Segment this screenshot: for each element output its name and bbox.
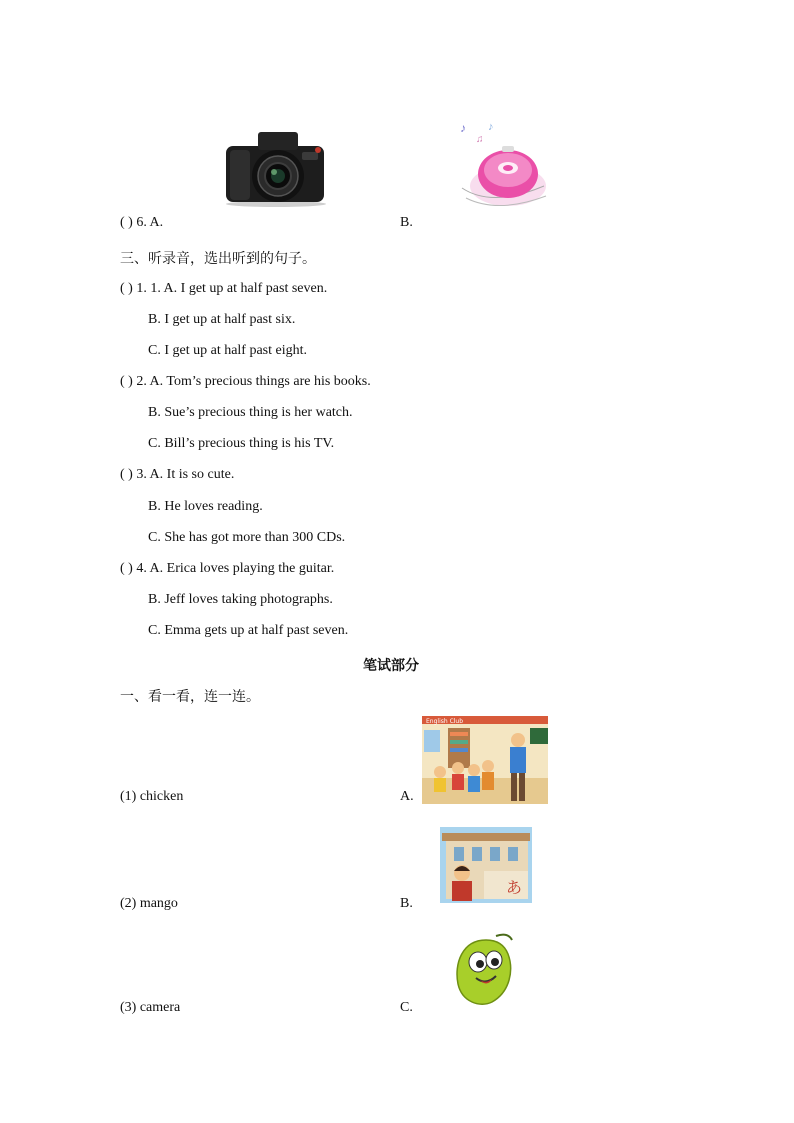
question-3-head: ( ) 3. A. It is so cute.: [120, 467, 235, 482]
svg-text:English Club: English Club: [426, 718, 464, 725]
svg-text:♪: ♪: [488, 121, 494, 133]
match-left-2: (2) mango: [120, 896, 178, 911]
question-1-option-c: C. I get up at half past eight.: [148, 343, 308, 358]
match-right-c: C.: [400, 1000, 413, 1015]
question-6-option-b: B.: [400, 215, 413, 230]
question-3-option-b: B. He loves reading.: [148, 499, 263, 514]
written-section-1-title: 一、看一看，连一连。: [120, 689, 260, 705]
mango-cartoon-image: [452, 930, 520, 1010]
camera-image: [222, 128, 330, 208]
question-2-option-c: C. Bill’s precious thing is his TV.: [148, 436, 335, 451]
question-4-head: ( ) 4. A. Erica loves playing the guitar.: [120, 561, 335, 576]
question-4-option-c: C. Emma gets up at half past seven.: [148, 623, 349, 638]
question-6-line: ( ) 6. A.: [120, 215, 164, 230]
svg-text:♫: ♫: [476, 134, 484, 145]
match-right-b: B.: [400, 896, 413, 911]
boy-building-image: [440, 827, 532, 903]
classroom-scene-image: [422, 716, 548, 804]
question-1-head: ( ) 1. 1. A. I get up at half past seven.: [120, 281, 328, 296]
written-heading: 笔试部分: [363, 658, 419, 674]
question-4-option-b: B. Jeff loves taking photographs.: [148, 592, 333, 607]
section-3-title: 三、听录音，选出听到的句子。: [120, 251, 316, 267]
question-3-option-c: C. She has got more than 300 CDs.: [148, 530, 346, 545]
question-2-head: ( ) 2. A. Tom’s precious things are his books.: [120, 374, 371, 389]
match-right-a: A.: [400, 789, 414, 804]
question-2-option-b: B. Sue’s precious thing is her watch.: [148, 405, 353, 420]
question-1-option-b: B. I get up at half past six.: [148, 312, 296, 327]
match-left-1: (1) chicken: [120, 789, 184, 804]
match-left-3: (3) camera: [120, 1000, 181, 1015]
music-player-image: [452, 118, 552, 218]
svg-text:♪: ♪: [460, 121, 466, 135]
svg-text:あ: あ: [506, 878, 523, 897]
